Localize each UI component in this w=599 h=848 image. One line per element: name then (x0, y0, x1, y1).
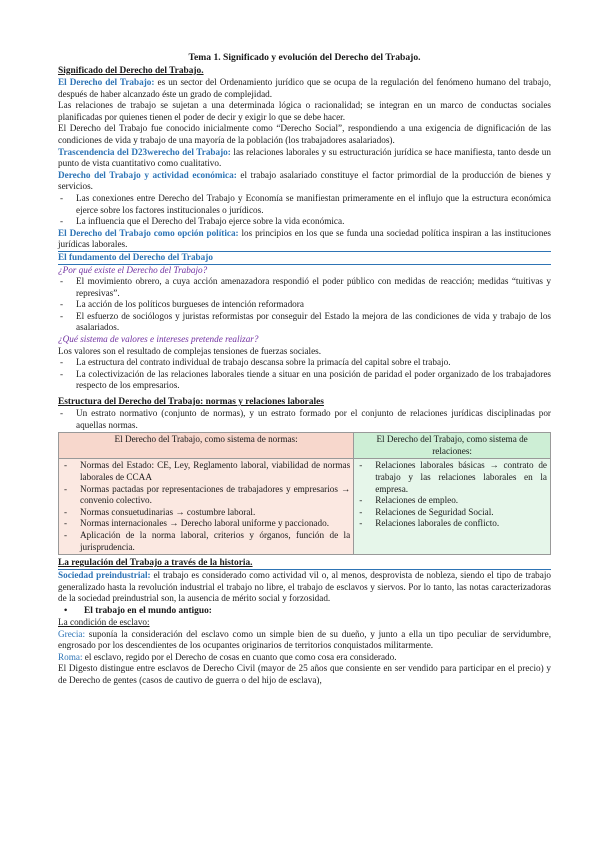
term-label: Grecia: (58, 628, 86, 639)
paragraph: El Derecho del Trabajo como opción política: los principios en los que se funda una sociedad política inspiran a las instituciones jurídicas laborales. (58, 228, 551, 252)
term-label: Derecho del Trabajo y actividad económica: (58, 169, 237, 180)
table-header-normas: El Derecho del Trabajo, como sistema de normas: (59, 433, 354, 459)
list-item: - Aplicación de la norma laboral, criterios y órganos, función de la jurisprudencia. (62, 530, 350, 553)
dash-list (58, 408, 551, 431)
section-heading-estructura: Estructura del Derecho del Trabajo: normas y relaciones laborales (58, 397, 324, 408)
table-cell-normas (59, 459, 354, 555)
list-item: - La colectivización de las relaciones laborales tiende a situar en una posición de paridad el poder organizado de los trabajadores respecto de los empresarios. (58, 369, 551, 392)
document-title: Tema 1. Significado y evolución del Derecho del Trabajo. (188, 52, 421, 63)
dash-list (58, 276, 551, 334)
list-item: - Relaciones de empleo. (357, 495, 547, 507)
term-label: Sociedad preindustrial: (58, 570, 151, 581)
list-item: - Relaciones laborales básicas → contrato de trabajo y las relaciones laborales en la empresa. (357, 460, 547, 495)
paragraph: Las relaciones de trabajo se sujetan a una determinada lógica o racionalidad; se integran en un marco de conductas sociales planificadas por quienes tienen el poder de decir y exigir lo que se debe hacer. (58, 100, 551, 122)
dash-list (357, 460, 547, 530)
list-item: - El esfuerzo de sociólogos y juristas reformistas por conseguir del Estado la mejora de las condiciones de vida y trabajo de los asalariados. (58, 311, 551, 334)
bullet-icon: • (64, 605, 68, 616)
section-heading-significado: Significado del Derecho del Trabajo. (58, 66, 204, 76)
list-item: - Normas del Estado: CE, Ley, Reglamento laboral, viabilidad de normas laborales de CCAA (62, 460, 350, 483)
list-item: - Normas pactadas por representaciones de trabajadores y empresarios → convenio colectivo. (62, 484, 350, 507)
dash-list (58, 193, 551, 228)
question-heading: ¿Por qué existe el Derecho del Trabajo? (58, 264, 208, 275)
paragraph: El Digesto distingue entre esclavos de Derecho Civil (mayor de 25 años que consiente en ser vendido para participar en el precio) y de Derecho de gentes (casos de cautivo de guerra o del hijo de esclava), (58, 663, 551, 685)
dash-list (58, 357, 551, 392)
paragraph: Roma: el esclavo, regido por el Derecho de cosas en cuanto que como cosa era considerado. (58, 651, 397, 662)
list-item: - La influencia que el Derecho del Trabajo ejerce sobre la vida económica. (58, 216, 551, 228)
list-item: - El movimiento obrero, a cuya acción amenazadora respondió el poder público con medidas de reacción; medidas “tuitivas y represivas”. (58, 276, 551, 299)
paragraph: Los valores son el resultado de complejas tensiones de fuerzas sociales. (58, 345, 322, 356)
subheading: La condición de esclavo: (58, 616, 150, 627)
paragraph: Sociedad preindustrial: el trabajo es considerado como actividad vil o, al menos, desprovista de nobleza, siendo el tipo de trabajo generalizado hasta la revolución industrial el trabajo no libre, el trabajo de esclavos y siervos. Por lo tanto, las notas caracterizadoras de la sociedad preindustrial son, la ausencia de mérito social y forzosidad. (58, 570, 551, 604)
list-item: - Relaciones de Seguridad Social. (357, 507, 547, 519)
paragraph: Trascendencia del D23werecho del Trabajo: las relaciones laborales y su estructuración jurídica se hace manifiesta, tanto desde un punto de vista cuantitativo como cualitativo. (58, 146, 551, 169)
dash-list (62, 460, 350, 553)
term-label: Trascendencia del D23werecho del Trabajo: (58, 146, 231, 157)
table-header-relaciones: El Derecho del Trabajo, como sistema de relaciones: (354, 433, 551, 459)
paragraph: Derecho del Trabajo y actividad económica: el trabajo asalariado constituye el factor primordial de la producción de bienes y servicios. (58, 169, 552, 192)
question-heading: ¿Qué sistema de valores e intereses pretende realizar? (58, 334, 259, 345)
list-item: - Normas consuetudinarias → costumbre laboral. (62, 507, 350, 519)
paragraph: El Derecho del Trabajo: es un sector del Ordenamiento jurídico que se ocupa de la regulación del fenómeno humano del trabajo, después de haber alcanzado éste un grado de complejidad. (58, 77, 551, 99)
list-item: - Un estrato normativo (conjunto de normas), y un estrato formado por el conjunto de relaciones jurídicas disciplinadas por aquellas normas. (58, 408, 551, 431)
list-item: - La acción de los políticos burgueses de intención reformadora (58, 299, 551, 311)
comparison-table (58, 432, 551, 555)
term-label: Roma: (58, 651, 83, 662)
section-heading-fundamento: El fundamento del Derecho del Trabajo (58, 252, 551, 265)
term-label: El Derecho del Trabajo: (58, 77, 155, 87)
table-cell-relaciones (354, 459, 551, 555)
list-item: - La estructura del contrato individual de trabajo descansa sobre la primacía del capital sobre el trabajo. (58, 357, 551, 369)
list-item: - Las conexiones entre Derecho del Trabajo y Economía se manifiestan primeramente en el influjo que la estructura económica ejerce sobre los factores institucionales o jurídicos. (58, 193, 551, 216)
list-item: - Normas internacionales → Derecho laboral uniforme y paccionado. (62, 518, 350, 530)
list-item: - Relaciones laborales de conflicto. (357, 518, 547, 530)
paragraph: Grecia: suponía la consideración del esclavo como un simple bien de su dueño, y junto a ella un tipo peculiar de servidumbre, engrosado por los descendientes de los ocupantes originarios de territorios conquistados militarmente. (58, 628, 551, 651)
term-label: El Derecho del Trabajo como opción política: (58, 227, 239, 238)
paragraph: El Derecho del Trabajo fue conocido inicialmente como “Derecho Social”, respondiendo a una exigencia de dignificación de las condiciones de vida y trabajo de una mayoría de la población (los trabajadores asalariados). (58, 123, 551, 145)
section-heading-historia: La regulación del Trabajo a través de la historia. (58, 557, 551, 570)
bullet-heading: • El trabajo en el mundo antiguo: (64, 605, 212, 616)
